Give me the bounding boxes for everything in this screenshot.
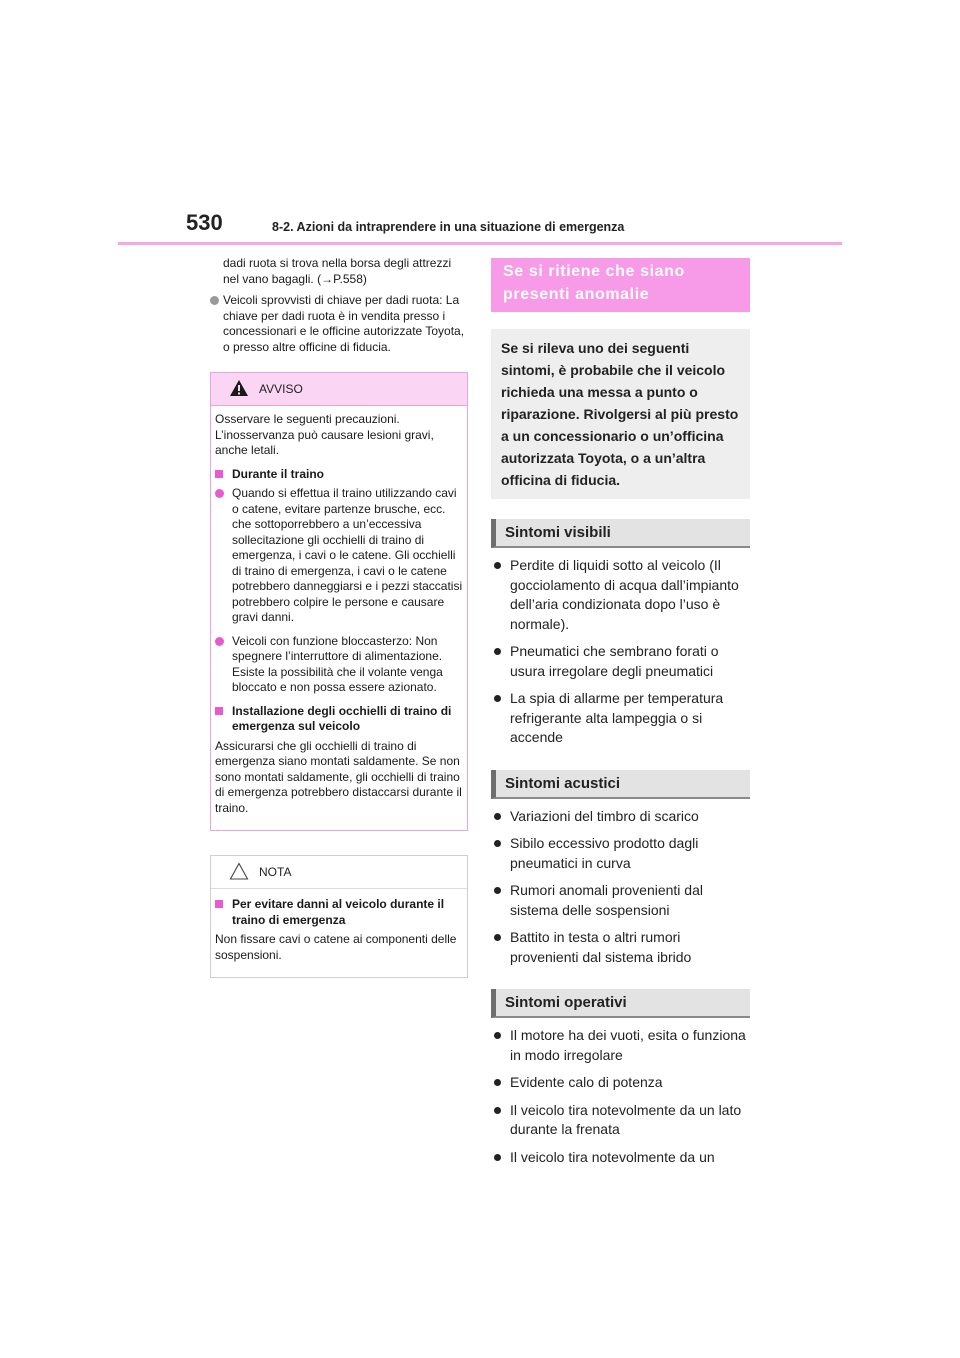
list-item: Battito in testa o altri rumori provenienti dal sistema ibrido: [491, 928, 750, 967]
pink-bullet-dot-icon: [215, 489, 224, 498]
warning-triangle-icon: [229, 379, 249, 397]
section-title: 8-2. Azioni da intraprendere in una situazione di emergenza: [272, 220, 625, 234]
section-operativi: [491, 989, 750, 1167]
avviso-heading-traino: Durante il traino: [215, 467, 463, 483]
bullet-dot-icon: [494, 813, 501, 820]
nota-heading: Per evitare danni al veicolo durante il traino di emergenza: [215, 897, 463, 928]
list-item: Evidente calo di potenza: [491, 1073, 750, 1093]
anomalie-intro: Se si rileva uno dei seguenti sintomi, è probabile che il veicolo richieda una messa a punto o riparazione. Rivolgersi al più presto a un concessionario o un’officina autorizzata Toyota, o a un’altra officina di fiducia.: [491, 329, 750, 499]
bullet-dot-icon: [494, 1154, 501, 1161]
header-rule: [118, 242, 842, 245]
square-bullet-icon: [215, 900, 223, 908]
bullet-dot-icon: [210, 296, 219, 305]
list-item: Pneumatici che sembrano forati o usura irregolare degli pneumatici: [491, 642, 750, 681]
visibili-list: [491, 556, 750, 748]
avviso-label: AVVISO: [259, 382, 303, 396]
anomalie-title: Se si ritiene che siano presenti anomalie: [491, 258, 750, 312]
section-acustici: [491, 770, 750, 968]
keyless-bullet: [210, 293, 468, 355]
list-item: La spia di allarme per temperatura refrigerante alta lampeggia o si accende: [491, 689, 750, 748]
bullet-dot-icon: [494, 1032, 501, 1039]
bullet-dot-icon: [494, 1107, 501, 1114]
nota-header: [211, 856, 467, 889]
list-item: Il veicolo tira notevolmente da un: [491, 1148, 750, 1168]
avviso-bullet-bloccasterzo: Veicoli con funzione bloccasterzo: Non spegnere l’interruttore di alimentazione. Esiste la possibilità che il volante venga bloccato e non possa essere azionato.: [215, 634, 463, 696]
continued-paragraph: dadi ruota si trova nella borsa degli attrezzi nel vano bagagli. (→P.558): [223, 256, 452, 286]
square-bullet-icon: [215, 470, 223, 478]
operativi-list: [491, 1026, 750, 1167]
bullet-dot-icon: [494, 934, 501, 941]
page-number: 530: [186, 210, 223, 235]
avviso-box: [210, 372, 468, 831]
avviso-bullet-cavi: Quando si effettua il traino utilizzando cavi o catene, evitare partenze brusche, ecc. che sottoporrebbero a un’eccessiva sollecitazione gli occhielli di traino di emergenza, i cavi o le catene. Gli occhielli di traino di emergenza, i cavi o le catene potrebbero danneggiarsi e i pezzi staccatisi potrebbero colpire le persone e causare gravi danni.: [215, 486, 463, 626]
bullet-dot-icon: [494, 695, 501, 702]
list-item: Rumori anomali provenienti dal sistema delle sospensioni: [491, 881, 750, 920]
avviso-heading-installazione: Installazione degli occhielli di traino di emergenza sul veicolo: [215, 704, 463, 735]
list-item: Variazioni del timbro di scarico: [491, 807, 750, 827]
bullet-dot-icon: [494, 840, 501, 847]
list-item: Il veicolo tira notevolmente da un lato durante la frenata: [491, 1101, 750, 1140]
right-column: [491, 258, 750, 1185]
caution-triangle-icon: [229, 862, 249, 880]
list-item: Il motore ha dei vuoti, esita o funziona in modo irregolare: [491, 1026, 750, 1065]
pink-bullet-dot-icon: [215, 637, 224, 646]
bullet-dot-icon: [494, 887, 501, 894]
bullet-dot-icon: [494, 1079, 501, 1086]
bullet-dot-icon: [494, 562, 501, 569]
square-bullet-icon: [215, 707, 223, 715]
nota-box: [210, 855, 468, 978]
section-visibili: [491, 519, 750, 748]
visibili-heading: Sintomi visibili: [491, 519, 750, 548]
left-column: [210, 256, 468, 978]
list-item: Perdite di liquidi sotto al veicolo (Il gocciolamento di acqua dall’impianto dell’aria condizionata dopo l’uso è normale).: [491, 556, 750, 634]
avviso-installazione-text: Assicurarsi che gli occhielli di traino di emergenza siano montati saldamente. Se non sono montati saldamente, gli occhielli di traino di emergenza potrebbero distaccarsi durante il traino.: [215, 738, 462, 815]
nota-body: [211, 889, 467, 977]
operativi-heading: Sintomi operativi: [491, 989, 750, 1018]
nota-text: Non fissare cavi o catene ai componenti delle sospensioni.: [215, 932, 457, 962]
avviso-intro: Osservare le seguenti precauzioni. L’inosservanza può causare lesioni gravi, anche letali.: [215, 412, 434, 457]
page-header: [0, 0, 960, 250]
list-item: Sibilo eccessivo prodotto dagli pneumatici in curva: [491, 834, 750, 873]
acustici-heading: Sintomi acustici: [491, 770, 750, 799]
bullet-dot-icon: [494, 648, 501, 655]
nota-label: NOTA: [259, 865, 292, 879]
keyless-bullet-text: Veicoli sprovvisti di chiave per dadi ruota: La chiave per dadi ruota è in vendita presso i concessionari e le officine autorizzate Toyota, o presso altre officine di fiducia.: [223, 293, 465, 354]
acustici-list: [491, 807, 750, 968]
avviso-header: [211, 373, 467, 406]
avviso-body: [211, 406, 467, 830]
